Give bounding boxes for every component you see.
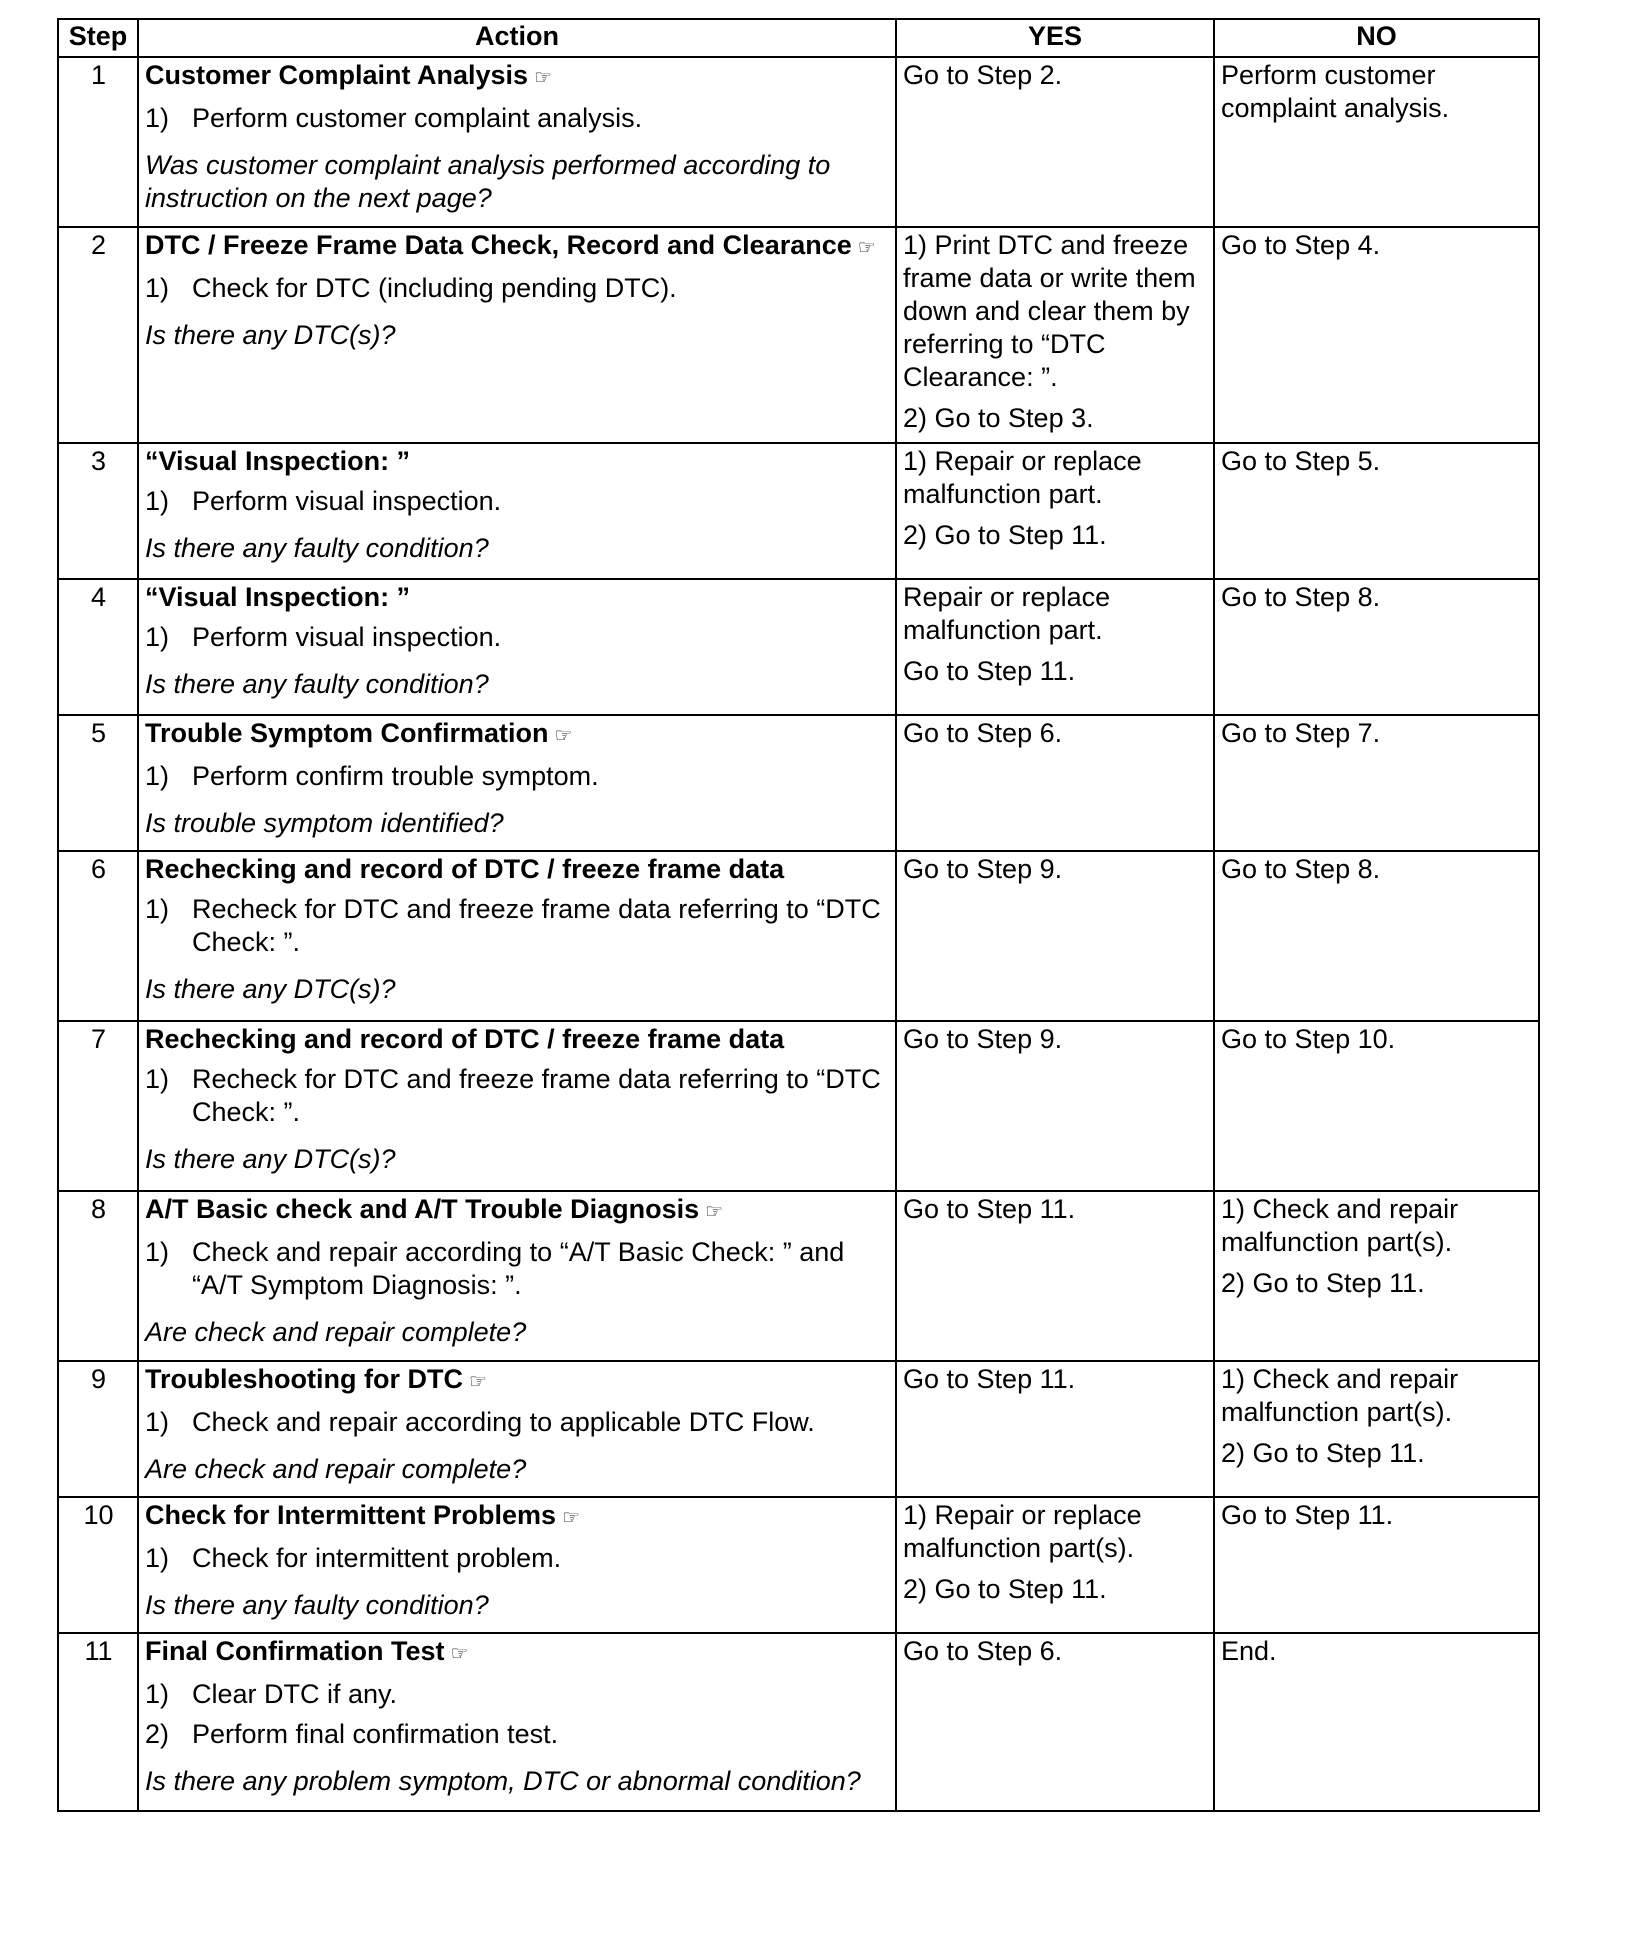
action-cell	[138, 1633, 896, 1811]
no-cell	[1214, 579, 1539, 715]
header-no: NO	[1214, 19, 1539, 57]
table-row	[58, 57, 1539, 227]
no-cell	[1214, 1497, 1539, 1633]
action-cell	[138, 579, 896, 715]
action-title	[145, 1023, 890, 1056]
action-title-text: Troubleshooting for DTC	[145, 1364, 463, 1394]
question: Is there any DTC(s)?	[145, 320, 396, 350]
instruction-text: Recheck for DTC and freeze frame data referring to “DTC Check: ”.	[192, 894, 881, 957]
yes-cell	[896, 1361, 1214, 1497]
step-number: 1	[58, 57, 138, 227]
yes-cell	[896, 715, 1214, 851]
table-row	[58, 443, 1539, 579]
no-answer: Go to Step 8.	[1221, 854, 1381, 884]
action-title-text: “Visual Inspection: ”	[145, 446, 411, 476]
action-title	[145, 59, 890, 95]
yes-cell	[896, 1497, 1214, 1633]
no-cell	[1214, 57, 1539, 227]
action-title	[145, 1193, 890, 1229]
instruction-item	[145, 1063, 890, 1129]
action-cell	[138, 57, 896, 227]
table-row	[58, 1633, 1539, 1811]
step-number: 10	[58, 1497, 138, 1633]
question: Is trouble symptom identified?	[145, 808, 504, 838]
action-title-text: Trouble Symptom Confirmation	[145, 718, 549, 748]
yes-answer: 1) Print DTC and freeze frame data or write them down and clear them by referring to “DTC Clearance: ”.	[903, 230, 1196, 392]
action-title	[145, 717, 890, 753]
action-cell	[138, 1021, 896, 1191]
instruction-item	[145, 272, 890, 305]
question: Is there any DTC(s)?	[145, 1144, 396, 1174]
yes-answer: 2) Go to Step 11.	[903, 1574, 1107, 1604]
action-title-text: DTC / Freeze Frame Data Check, Record and Clearance	[145, 230, 852, 260]
reference-icon: ☞	[534, 67, 553, 89]
instruction-item	[145, 1718, 890, 1751]
instruction-item	[145, 760, 890, 793]
instruction-number: 1)	[145, 1407, 170, 1437]
no-answer: Go to Step 4.	[1221, 230, 1381, 260]
instruction-text: Perform customer complaint analysis.	[192, 103, 643, 133]
step-number: 7	[58, 1021, 138, 1191]
yes-cell	[896, 579, 1214, 715]
table-row	[58, 579, 1539, 715]
instruction-text: Clear DTC if any.	[192, 1679, 398, 1709]
step-number: 4	[58, 579, 138, 715]
action-cell	[138, 227, 896, 443]
step-number: 2	[58, 227, 138, 443]
instruction-number: 1)	[145, 1679, 170, 1709]
table-row	[58, 1021, 1539, 1191]
instruction-item	[145, 485, 890, 518]
yes-cell	[896, 1021, 1214, 1191]
yes-cell	[896, 1633, 1214, 1811]
yes-answer: 2) Go to Step 3.	[903, 403, 1094, 433]
yes-answer: Go to Step 11.	[903, 1194, 1076, 1224]
header-action: Action	[138, 19, 896, 57]
yes-cell	[896, 227, 1214, 443]
instruction-number: 1)	[145, 1237, 170, 1267]
instruction-text: Check and repair according to applicable DTC Flow.	[192, 1407, 815, 1437]
table-header-row	[58, 19, 1539, 57]
instruction-text: Perform visual inspection.	[192, 622, 502, 652]
yes-answer: 1) Repair or replace malfunction part(s).	[903, 1500, 1142, 1563]
yes-cell	[896, 851, 1214, 1021]
instruction-text: Check for DTC (including pending DTC).	[192, 273, 677, 303]
yes-cell	[896, 443, 1214, 579]
no-cell	[1214, 1361, 1539, 1497]
action-title	[145, 853, 890, 886]
yes-answer: 2) Go to Step 11.	[903, 520, 1107, 550]
instruction-item	[145, 102, 890, 135]
no-cell	[1214, 715, 1539, 851]
step-number: 5	[58, 715, 138, 851]
action-cell	[138, 1361, 896, 1497]
table-row	[58, 1361, 1539, 1497]
action-cell	[138, 1497, 896, 1633]
yes-answer: 1) Repair or replace malfunction part.	[903, 446, 1142, 509]
instruction-text: Check and repair according to “A/T Basic Check: ” and “A/T Symptom Diagnosis: ”.	[192, 1237, 845, 1300]
no-answer: 1) Check and repair malfunction part(s).	[1221, 1364, 1459, 1427]
yes-answer: Go to Step 2.	[903, 60, 1063, 90]
no-answer: Go to Step 10.	[1221, 1024, 1396, 1054]
yes-answer: Go to Step 6.	[903, 1636, 1063, 1666]
step-number: 3	[58, 443, 138, 579]
instruction-number: 1)	[145, 103, 170, 133]
step-number: 8	[58, 1191, 138, 1361]
instruction-number: 1)	[145, 622, 170, 652]
action-title-text: “Visual Inspection: ”	[145, 582, 411, 612]
yes-cell	[896, 57, 1214, 227]
no-cell	[1214, 1021, 1539, 1191]
table-row	[58, 715, 1539, 851]
action-title-text: Rechecking and record of DTC / freeze frame data	[145, 1024, 785, 1054]
no-cell	[1214, 1633, 1539, 1811]
yes-answer: Go to Step 9.	[903, 854, 1063, 884]
instruction-text: Recheck for DTC and freeze frame data referring to “DTC Check: ”.	[192, 1064, 881, 1127]
question: Is there any DTC(s)?	[145, 974, 396, 1004]
instruction-number: 1)	[145, 486, 170, 516]
header-yes: YES	[896, 19, 1214, 57]
question: Is there any problem symptom, DTC or abnormal condition?	[145, 1766, 861, 1796]
table-row	[58, 1191, 1539, 1361]
reference-icon: ☞	[450, 1643, 469, 1665]
table-row	[58, 1497, 1539, 1633]
no-answer: 1) Check and repair malfunction part(s).	[1221, 1194, 1459, 1257]
action-title	[145, 1363, 890, 1399]
yes-answer: Repair or replace malfunction part.	[903, 582, 1111, 645]
instruction-text: Perform confirm trouble symptom.	[192, 761, 599, 791]
step-number: 9	[58, 1361, 138, 1497]
no-answer: Go to Step 11.	[1221, 1500, 1394, 1530]
instruction-text: Perform final confirmation test.	[192, 1719, 559, 1749]
action-title	[145, 1499, 890, 1535]
instruction-number: 2)	[145, 1719, 170, 1749]
instruction-number: 1)	[145, 761, 170, 791]
instruction-text: Check for intermittent problem.	[192, 1543, 562, 1573]
instruction-number: 1)	[145, 1064, 170, 1094]
yes-answer: Go to Step 11.	[903, 1364, 1076, 1394]
no-answer: Perform customer complaint analysis.	[1221, 60, 1450, 123]
instruction-item	[145, 1678, 890, 1711]
no-cell	[1214, 443, 1539, 579]
instruction-item	[145, 621, 890, 654]
reference-icon: ☞	[562, 1507, 581, 1529]
action-title-text: Rechecking and record of DTC / freeze frame data	[145, 854, 785, 884]
yes-answer: Go to Step 11.	[903, 656, 1076, 686]
yes-answer: Go to Step 6.	[903, 718, 1063, 748]
action-title	[145, 1635, 890, 1671]
action-title	[145, 445, 890, 478]
no-cell	[1214, 1191, 1539, 1361]
troubleshooting-table	[57, 18, 1540, 1812]
no-answer: Go to Step 8.	[1221, 582, 1381, 612]
instruction-number: 1)	[145, 1543, 170, 1573]
question: Is there any faulty condition?	[145, 533, 489, 563]
step-number: 11	[58, 1633, 138, 1811]
question: Is there any faulty condition?	[145, 669, 489, 699]
no-answer: 2) Go to Step 11.	[1221, 1268, 1425, 1298]
action-title-text: Customer Complaint Analysis	[145, 60, 529, 90]
table-body	[58, 57, 1539, 1811]
no-answer: Go to Step 5.	[1221, 446, 1381, 476]
yes-answer: Go to Step 9.	[903, 1024, 1063, 1054]
header-step: Step	[58, 19, 138, 57]
instruction-text: Perform visual inspection.	[192, 486, 502, 516]
action-title	[145, 581, 890, 614]
no-cell	[1214, 851, 1539, 1021]
no-cell	[1214, 227, 1539, 443]
table-row	[58, 227, 1539, 443]
yes-cell	[896, 1191, 1214, 1361]
action-title-text: Final Confirmation Test	[145, 1636, 445, 1666]
action-title-text: Check for Intermittent Problems	[145, 1500, 557, 1530]
step-number: 6	[58, 851, 138, 1021]
reference-icon: ☞	[554, 725, 573, 747]
no-answer: 2) Go to Step 11.	[1221, 1438, 1425, 1468]
question: Are check and repair complete?	[145, 1317, 527, 1347]
question: Are check and repair complete?	[145, 1454, 527, 1484]
instruction-item	[145, 1542, 890, 1575]
reference-icon: ☞	[705, 1201, 724, 1223]
table-row	[58, 851, 1539, 1021]
question: Is there any faulty condition?	[145, 1590, 489, 1620]
no-answer: Go to Step 7.	[1221, 718, 1381, 748]
instruction-item	[145, 1406, 890, 1439]
instruction-item	[145, 893, 890, 959]
action-title-text: A/T Basic check and A/T Trouble Diagnosis	[145, 1194, 700, 1224]
action-cell	[138, 1191, 896, 1361]
action-cell	[138, 443, 896, 579]
no-answer: End.	[1221, 1636, 1277, 1666]
instruction-number: 1)	[145, 894, 170, 924]
question: Was customer complaint analysis performed according to instruction on the next page?	[145, 150, 831, 213]
reference-icon: ☞	[468, 1371, 487, 1393]
reference-icon: ☞	[857, 237, 876, 259]
action-cell	[138, 715, 896, 851]
instruction-item	[145, 1236, 890, 1302]
action-cell	[138, 851, 896, 1021]
action-title	[145, 229, 890, 265]
instruction-number: 1)	[145, 273, 170, 303]
